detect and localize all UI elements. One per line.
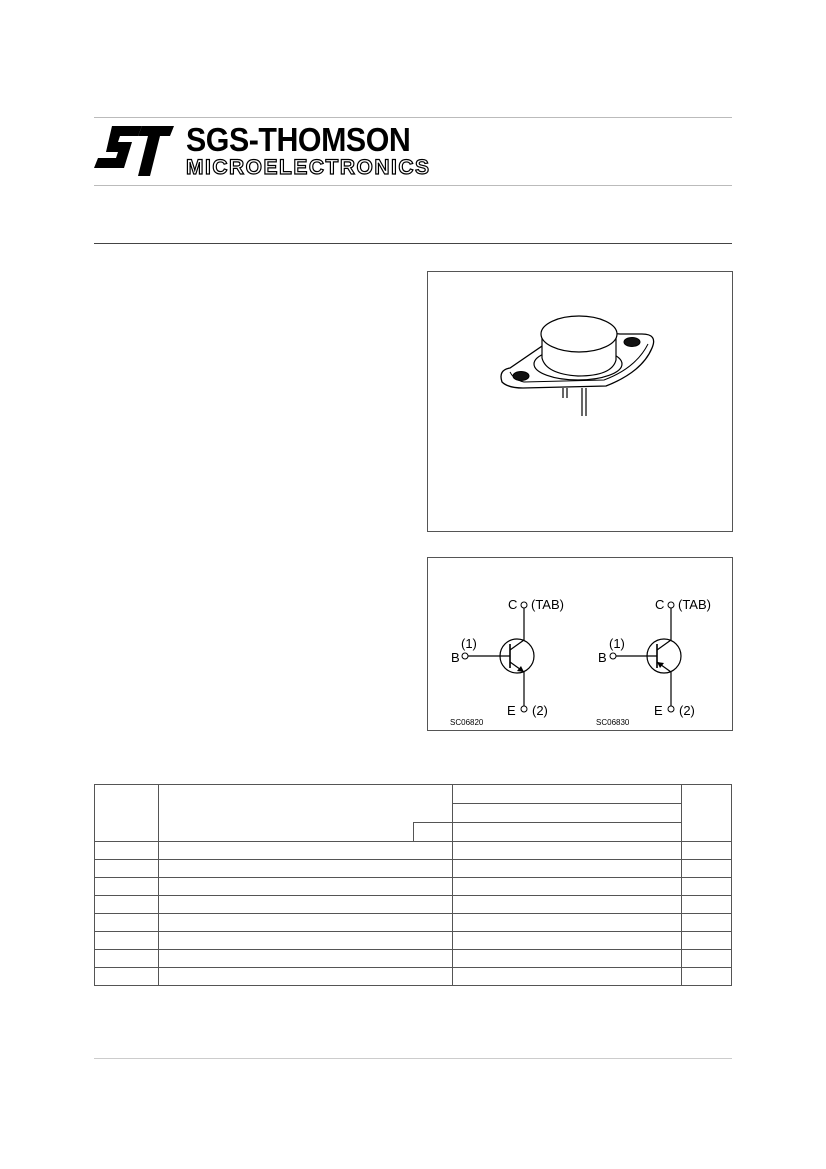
pnp-collector-note: (TAB): [678, 597, 711, 612]
package-image-box: [427, 271, 733, 532]
title-rule: [94, 243, 732, 244]
npn-emitter-pin: (2): [532, 703, 548, 718]
pnp-emitter-label: E: [654, 703, 663, 718]
pnp-diagram-code: SC06830: [596, 718, 630, 727]
table-row: [95, 932, 732, 950]
table-row: [95, 896, 732, 914]
npn-collector-note: (TAB): [531, 597, 564, 612]
table-row: [95, 878, 732, 896]
table-row: [95, 914, 732, 932]
table-cell: [414, 823, 453, 842]
table-row: [95, 968, 732, 986]
header-rule: [94, 185, 732, 186]
table-row: [95, 950, 732, 968]
pnp-base-pin: (1): [609, 636, 625, 651]
st-logo-icon: [94, 124, 174, 178]
npn-base-label: B: [451, 650, 460, 665]
pnp-base-label: B: [598, 650, 607, 665]
table-cell: [453, 823, 682, 842]
npn-diagram-code: SC06820: [450, 718, 484, 727]
table-cell: [453, 804, 682, 823]
npn-base-pin: (1): [461, 636, 477, 651]
table-row: [95, 842, 732, 860]
to3-package-icon: [428, 272, 732, 531]
footer-rule: [94, 1058, 732, 1059]
table-cell: [682, 785, 732, 842]
table-cell: [158, 823, 414, 842]
table-header-row: [95, 785, 732, 804]
table-cell: [95, 785, 159, 842]
pnp-emitter-pin: (2): [679, 703, 695, 718]
npn-emitter-label: E: [507, 703, 516, 718]
table-cell: [158, 785, 453, 823]
table-row: [95, 860, 732, 878]
top-rule: [94, 117, 732, 118]
table-cell: [453, 785, 682, 804]
brand-subtitle: MICROELECTRONICS: [186, 156, 431, 179]
ratings-table: [94, 784, 732, 986]
npn-collector-label: C: [508, 597, 518, 612]
table-header-row: [95, 823, 732, 842]
pnp-collector-label: C: [655, 597, 665, 612]
schematic-box: [427, 557, 733, 731]
brand-name: SGS-THOMSON: [186, 121, 411, 158]
